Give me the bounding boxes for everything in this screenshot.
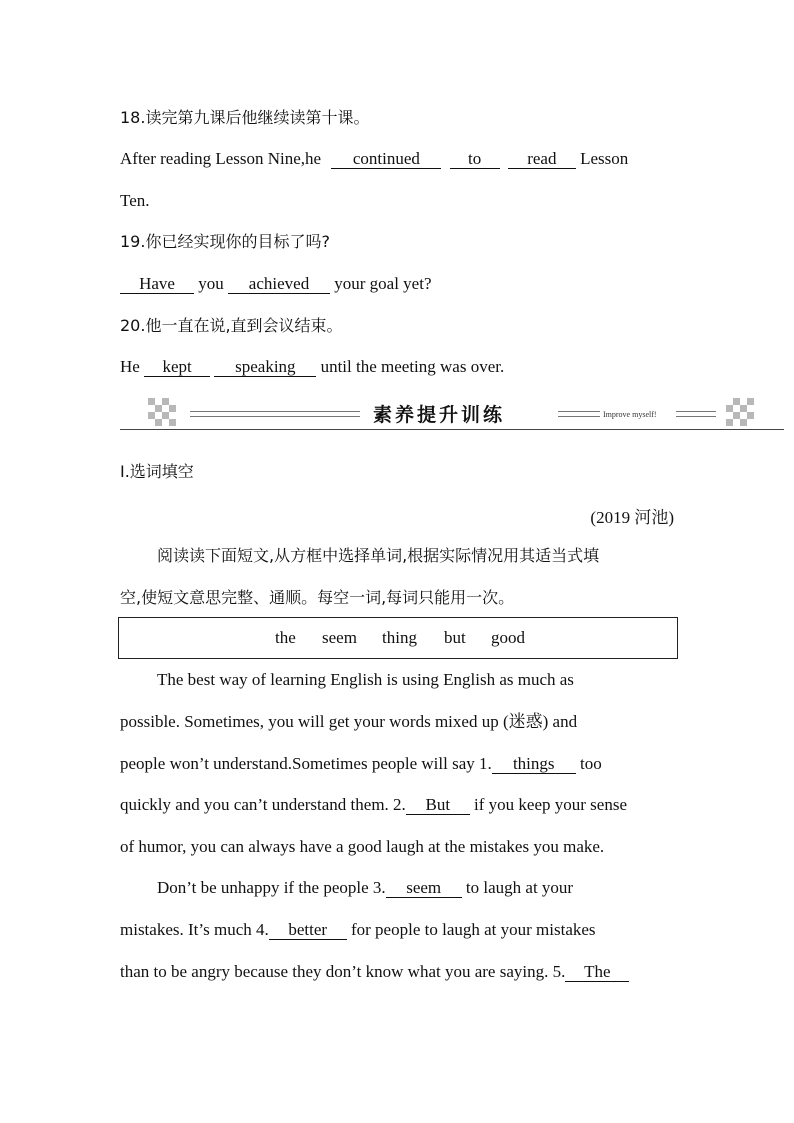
q20-text-before: He (120, 357, 140, 376)
q19-prompt: 19.你已经实现你的目标了吗? (120, 232, 330, 251)
passage-line-3 (120, 753, 602, 775)
passage-line-2: possible. Sometimes, you will get your words mixed up (迷惑) and (120, 712, 578, 731)
passage-text: too (579, 754, 602, 773)
banner-title: 素养提升训练 (373, 404, 506, 426)
banner-subtitle: Improve myself! (603, 410, 657, 419)
section-banner (120, 396, 784, 430)
instructions-line-2: 空,使短文意思完整、通顺。每空一词,每词只能用一次。 (120, 588, 515, 607)
passage-text: quickly and you can’t understand them. 2. (120, 795, 406, 814)
passage-line-8 (120, 961, 629, 983)
word-box-item: but (444, 628, 466, 647)
checker-right-decoration (726, 398, 754, 426)
checker-left-decoration (148, 398, 176, 426)
blank-3[interactable]: seem (386, 879, 462, 898)
passage-text: Don’t be unhappy if the people 3. (157, 878, 386, 897)
word-box-item: seem (322, 628, 357, 647)
q19-text-after: your goal yet? (334, 274, 432, 293)
passage-text: than to be angry because they don’t know what you are saying. 5. (120, 962, 566, 981)
q20-text-after: until the meeting was over. (320, 357, 505, 376)
q19-blank-2[interactable]: achieved (228, 275, 330, 294)
q18-blank-2[interactable]: to (450, 150, 500, 169)
stripe-mid-decoration (558, 411, 600, 417)
source-note (590, 503, 674, 528)
section-heading: Ⅰ.选词填空 (120, 462, 194, 481)
word-box-item: thing (382, 628, 417, 647)
instructions-line-1: 阅读读下面短文,从方框中选择单词,根据实际情况用其适当式填 (157, 546, 600, 565)
word-box-item: good (491, 628, 525, 647)
q19-blank-1[interactable]: Have (120, 275, 194, 294)
q18-blank-3[interactable]: read (508, 150, 576, 169)
source-text: (2019 河池) (590, 508, 674, 527)
stripe-right-decoration (676, 411, 716, 417)
passage-text: if you keep your sense (474, 795, 628, 814)
q18-wrap: Ten. (120, 191, 150, 210)
blank-4[interactable]: better (269, 921, 347, 940)
passage-line-6 (157, 877, 573, 899)
word-box-item: the (275, 628, 296, 647)
q19-sentence (120, 273, 432, 295)
blank-2[interactable]: But (406, 796, 470, 815)
q20-blank-1[interactable]: kept (144, 358, 210, 377)
q19-text-mid: you (198, 274, 224, 293)
blank-5[interactable]: The (565, 963, 629, 982)
word-box (118, 617, 678, 659)
q18-blank-1[interactable]: continued (331, 150, 441, 169)
q18-sentence (120, 148, 628, 170)
q20-blank-2[interactable]: speaking (214, 358, 316, 377)
passage-line-7 (120, 919, 596, 941)
passage-line-4 (120, 794, 627, 816)
q18-text-after: Lesson (580, 149, 629, 168)
q20-sentence (120, 356, 504, 378)
q18-prompt: 18.读完第九课后他继续读第十课。 (120, 108, 370, 127)
passage-text: to laugh at your (465, 878, 574, 897)
passage-line-5: of humor, you can always have a good laugh at the mistakes you make. (120, 837, 605, 856)
passage-line-1: The best way of learning English is using English as much as (157, 670, 574, 689)
q18-text-before: After reading Lesson Nine,he (120, 149, 322, 168)
stripe-left-decoration (190, 411, 360, 417)
blank-1[interactable]: things (492, 755, 576, 774)
banner-rule (120, 429, 784, 430)
passage-text: people won’t understand.Sometimes people will say 1. (120, 754, 492, 773)
q20-prompt: 20.他一直在说,直到会议结束。 (120, 316, 343, 335)
passage-text: mistakes. It’s much 4. (120, 920, 269, 939)
passage-text: for people to laugh at your mistakes (350, 920, 596, 939)
